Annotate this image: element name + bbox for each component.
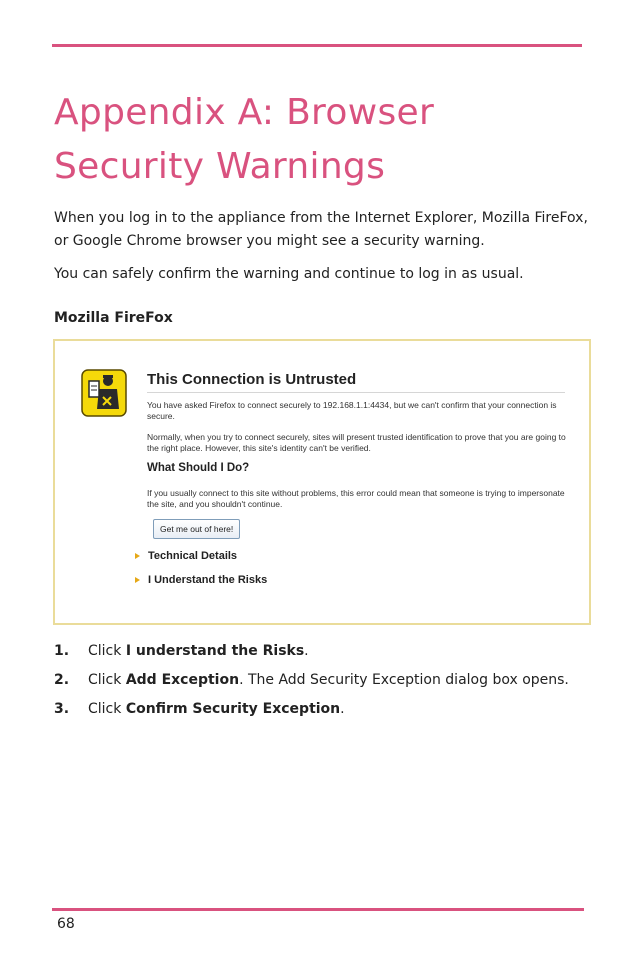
title-line-1: Appendix A: Browser — [54, 92, 435, 133]
warning-text-2: Normally, when you try to connect securely, sites will present trusted identification to prove that you are going to the right place. However, this site's identity can't be verified. — [147, 432, 566, 453]
step-number: 3. — [54, 701, 70, 717]
step-text: Click — [88, 701, 126, 717]
untrusted-connection-icon — [81, 369, 127, 417]
understand-risks-label: I Understand the Risks — [148, 574, 268, 586]
step-bold-text: Confirm Security Exception — [125, 701, 341, 717]
technical-details-link[interactable] — [135, 550, 237, 562]
warning-text-1: You have asked Firefox to connect securely to 192.168.1.1:4434, but we can't confirm that your connection is secure. — [147, 400, 557, 421]
step-text-end: . The Add Security Exception dialog box opens. — [239, 672, 569, 688]
step-number: 1. — [54, 643, 70, 659]
technical-details-label: Technical Details — [148, 550, 238, 562]
intro-paragraph-2: You can safely confirm the warning and continue to log in as usual. — [54, 266, 524, 282]
step-item — [54, 698, 574, 721]
step-text: Click — [88, 672, 126, 688]
warning-text-3: If you usually connect to this site without problems, this error could mean that someone is trying to impersonate the site, and you shouldn't continue. — [147, 488, 565, 509]
steps-list — [54, 640, 574, 727]
step-number: 2. — [54, 672, 70, 688]
bottom-divider — [52, 908, 584, 911]
step-bold-text: I understand the Risks — [125, 643, 305, 659]
understand-risks-link[interactable] — [135, 574, 267, 586]
intro-paragraph: When you log in to the appliance from the Internet Explorer, Mozilla FireFox, or Google Chrome browser you might see a security warning. — [54, 210, 588, 249]
page-number: 68 — [57, 916, 75, 932]
warning-divider — [147, 392, 565, 393]
title-line-2: Security Warnings — [54, 146, 386, 187]
step-text-end: . — [304, 643, 309, 659]
firefox-warning-screenshot — [53, 339, 591, 625]
top-divider — [52, 44, 582, 47]
triangle-right-icon — [135, 577, 140, 583]
step-item — [54, 669, 574, 692]
triangle-right-icon — [135, 553, 140, 559]
page-title — [54, 86, 574, 194]
step-bold-text: Add Exception — [125, 672, 240, 688]
section-title: Mozilla FireFox — [54, 310, 173, 326]
step-text: Click — [88, 643, 126, 659]
what-should-i-do-heading: What Should I Do? — [147, 462, 250, 474]
step-item — [54, 640, 574, 663]
warning-title: This Connection is Untrusted — [147, 371, 357, 388]
step-text-end: . — [340, 701, 345, 717]
get-me-out-button[interactable]: Get me out of here! — [153, 519, 240, 539]
